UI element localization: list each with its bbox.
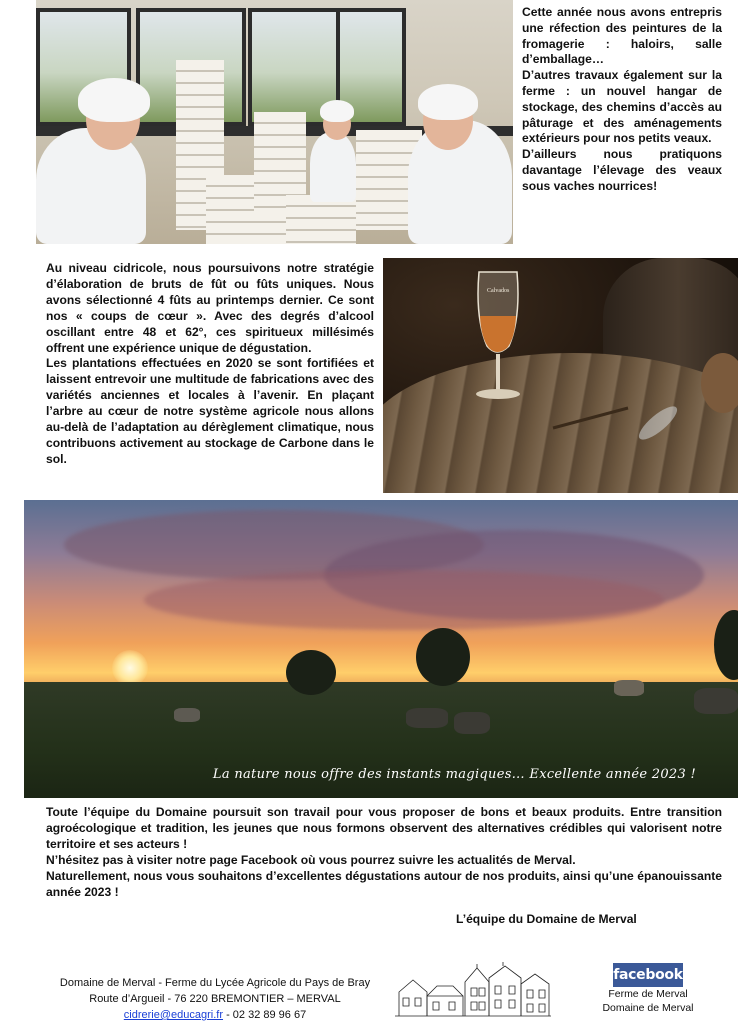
photo-sunset-pasture bbox=[24, 500, 738, 798]
cider-paragraph: Au niveau cidricole, nous poursuivons notre stratégie d’élaboration de bruts de fût ou fûts uniques. Nous avons sélectionné 4 fûts au printemps dernier. Ce sont nos « coups de cœur ». Avec des degrés d’alcool oscillant entre 48 et 62°, ces spiritueux millésimés offrent une expérience unique de dégustation. bbox=[46, 261, 374, 355]
glass-label: Calvados bbox=[487, 288, 510, 294]
tasting-glass bbox=[383, 258, 738, 493]
facebook-block[interactable] bbox=[596, 963, 700, 1015]
photo-fromagerie-workers bbox=[36, 0, 513, 244]
intro-text-block bbox=[522, 5, 722, 195]
intro-paragraph: Cette année nous avons entrepris une réfection des peintures de la fromagerie : haloirs, salle d’emballage… bbox=[522, 5, 722, 67]
cider-text-block bbox=[46, 261, 374, 468]
hairnet bbox=[320, 100, 354, 122]
intro-paragraph: D’autres travaux également sur la ferme : un nouvel hangar de stockage, des chemins d’accès au pâturage et des aménagements extérieurs pour nos petits veaux. bbox=[522, 68, 722, 146]
footer-contact bbox=[40, 1007, 390, 1021]
closing-paragraph: Naturellement, nous vous souhaitons d’excellentes dégustations autour de nos produits, ainsi qu’une épanouissante année 2023 ! bbox=[46, 868, 722, 899]
cider-paragraph: Les plantations effectuées en 2020 se sont fortifiées et laissent entrevoir une multitude de fabrications avec des variétés anciennes et locales à l’avenir. En plaçant l’arbre au cœur de notre système agricole nous allons au-delà de l’adaptation au dérèglement climatique, nous contribuons activement au stockage de Carbone dans le sol. bbox=[46, 356, 374, 466]
cheese-box-stack bbox=[286, 195, 356, 244]
footer-line: Route d’Argueil - 76 220 BREMONTIER – MERVAL bbox=[89, 993, 341, 1005]
footer-line: Domaine de Merval - Ferme du Lycée Agricole du Pays de Bray bbox=[59, 977, 371, 989]
facebook-line: Ferme de Merval bbox=[608, 988, 688, 1000]
closing-paragraph: Toute l’équipe du Domaine poursuit son travail pour vous proposer de bons et beaux produits. Entre transition agroécologique et tradition, les jeunes que nous formons observent des alternatives crédibles qui valorisent notre territoire et ses acteurs ! bbox=[46, 805, 722, 851]
hairnet bbox=[78, 78, 150, 122]
intro-paragraph: D’ailleurs nous pratiquons davantage l’élevage des veaux sous vaches nourrices! bbox=[522, 147, 722, 193]
worker-left bbox=[36, 128, 146, 244]
facebook-logo[interactable]: facebook bbox=[613, 963, 683, 987]
cow bbox=[694, 688, 738, 714]
facebook-line: Domaine de Merval bbox=[602, 1002, 694, 1014]
cow bbox=[174, 708, 200, 722]
cow bbox=[614, 680, 644, 696]
tree bbox=[714, 610, 738, 680]
sunset-caption: La nature nous offre des instants magiques… Excellente année 2023 ! bbox=[212, 767, 696, 782]
photo-glass-on-barrel bbox=[383, 258, 738, 493]
closing-paragraph: N’hésitez pas à visiter notre page Facebook où vous pourrez suivre les actualités de Merval. bbox=[46, 852, 576, 867]
cow bbox=[454, 712, 490, 734]
hairnet bbox=[418, 84, 478, 120]
worker-middle bbox=[310, 132, 356, 202]
domaine-building-sketch-icon bbox=[393, 958, 553, 1020]
cloud bbox=[144, 570, 664, 630]
footer-address bbox=[40, 975, 390, 1021]
closing-text-block bbox=[46, 805, 722, 900]
tree bbox=[416, 628, 470, 686]
sun bbox=[112, 650, 148, 686]
signature: L’équipe du Domaine de Merval bbox=[456, 912, 637, 926]
cow bbox=[406, 708, 448, 728]
footer-separator: - bbox=[223, 1009, 233, 1021]
tree bbox=[286, 650, 336, 695]
email-link[interactable]: cidrerie@educagri.fr bbox=[123, 1009, 224, 1021]
phone-number: 02 32 89 96 67 bbox=[232, 1009, 307, 1021]
